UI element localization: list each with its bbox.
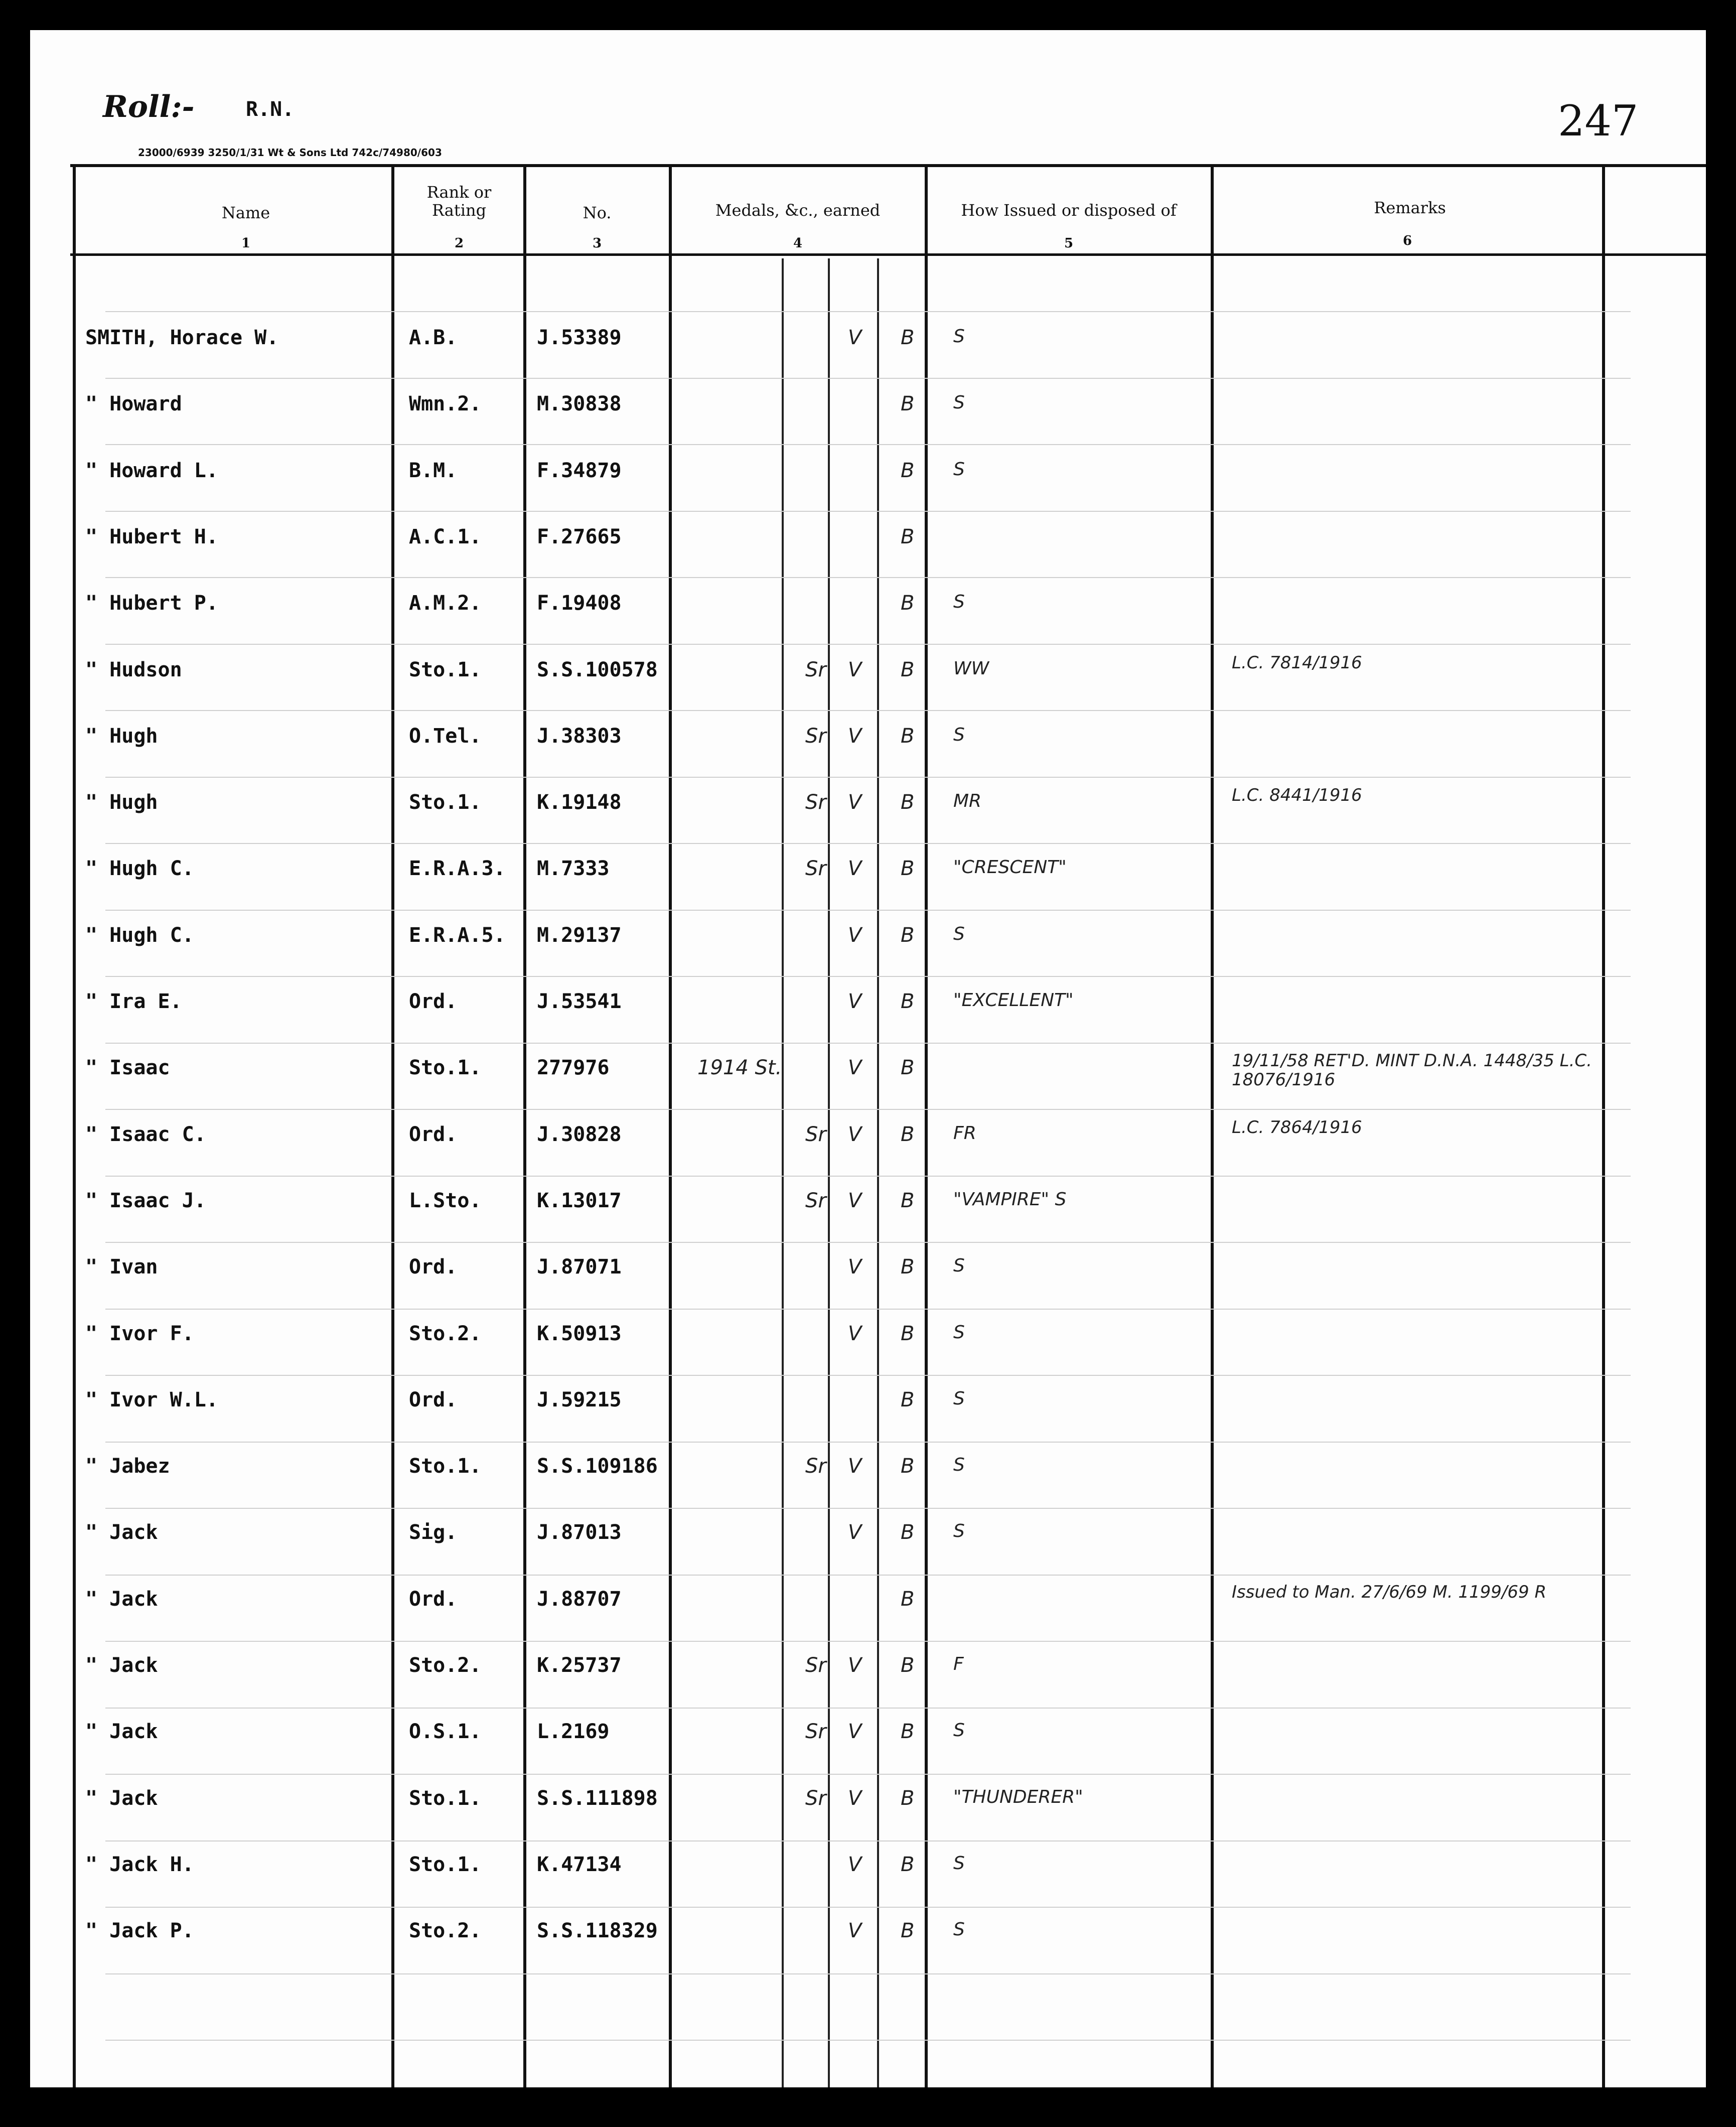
- ruled-line: [105, 910, 1631, 911]
- entry-number: F.19408: [537, 592, 622, 615]
- entry-medal-sr: Sr: [805, 724, 826, 748]
- col-divider-left: [73, 166, 76, 2087]
- entry-rank: O.Tel.: [409, 724, 482, 748]
- entry-name: " Jack: [85, 1786, 158, 1810]
- entry-number: K.19148: [537, 791, 622, 814]
- entry-name: " Ivan: [85, 1255, 158, 1279]
- entry-medal-b: B: [901, 1853, 915, 1876]
- entry-medal-sr: Sr: [805, 857, 826, 881]
- entry-remarks: L.C. 7814/1916: [1232, 652, 1362, 673]
- ruled-line: [105, 1840, 1631, 1841]
- entry-medal-v: V: [848, 923, 862, 947]
- entry-number: J.87013: [537, 1521, 622, 1544]
- entry-medal-sr: Sr: [805, 658, 826, 681]
- entry-rank: Sto.1.: [409, 1056, 482, 1080]
- entry-medal-v: V: [848, 1122, 862, 1146]
- entry-medal-b: B: [901, 459, 915, 482]
- entry-medal-v: V: [848, 1654, 862, 1677]
- entry-medal-b: B: [901, 923, 915, 947]
- entry-medal-b: B: [901, 1388, 915, 1411]
- ruled-line: [105, 1708, 1631, 1709]
- entry-number: S.S.111898: [537, 1786, 658, 1810]
- entry-issued: S: [953, 592, 965, 613]
- entry-medal-b: B: [901, 1122, 915, 1146]
- col-divider-2: [523, 166, 526, 2087]
- entry-issued: MR: [953, 791, 982, 812]
- entry-medal-b: B: [901, 990, 915, 1013]
- ruled-line: [105, 1242, 1631, 1243]
- entry-issued: S: [953, 1388, 965, 1409]
- entry-issued: S: [953, 1853, 965, 1874]
- ruled-line: [105, 1907, 1631, 1908]
- entry-number: L.2169: [537, 1720, 610, 1744]
- entry-name: " Jack H.: [85, 1853, 194, 1876]
- entry-rank: Sig.: [409, 1521, 458, 1544]
- entry-issued: FR: [953, 1122, 976, 1144]
- entry-rank: Sto.1.: [409, 1786, 482, 1810]
- ruled-line: [105, 843, 1631, 844]
- entry-medal-v: V: [848, 1919, 862, 1943]
- ruled-line: [105, 378, 1631, 379]
- ruled-line: [105, 1442, 1631, 1443]
- entry-name: " Jack: [85, 1587, 158, 1611]
- entry-number: M.30838: [537, 392, 622, 416]
- ruled-line: [105, 577, 1631, 578]
- entry-rank: Sto.2.: [409, 1322, 482, 1345]
- entry-issued: S: [953, 459, 965, 480]
- entry-medal-v: V: [848, 1853, 862, 1876]
- entry-number: 277976: [537, 1056, 610, 1080]
- entry-remarks: 19/11/58 RET'D. MINT D.N.A. 1448/35 L.C. 18076/1916: [1232, 1051, 1592, 1090]
- entry-rank: Sto.1.: [409, 1455, 482, 1478]
- entry-medal-b: B: [901, 1919, 915, 1943]
- print-reference: 23000/6939 3250/1/31 Wt & Sons Ltd 742c/74980/603: [138, 147, 442, 159]
- roll-value: R.N.: [246, 98, 295, 121]
- entry-medal-b: B: [901, 1720, 915, 1744]
- entry-medal-b: B: [901, 1521, 915, 1544]
- entry-rank: Sto.2.: [409, 1654, 482, 1677]
- entry-medal-v: V: [848, 1786, 862, 1810]
- entry-number: J.87071: [537, 1255, 622, 1279]
- entry-medal-sr: Sr: [805, 1786, 826, 1810]
- entry-name: " Jabez: [85, 1455, 170, 1478]
- entry-name: " Jack: [85, 1654, 158, 1677]
- entry-number: S.S.109186: [537, 1455, 658, 1478]
- entry-issued: S: [953, 1919, 965, 1940]
- ruled-line: [105, 1309, 1631, 1310]
- medal-subcol-2: [828, 258, 830, 2087]
- entry-name: " Hudson: [85, 658, 182, 681]
- entry-number: J.88707: [537, 1587, 622, 1611]
- entry-medal-b: B: [901, 525, 915, 548]
- ruled-line: [105, 777, 1631, 778]
- col-number-4: 4: [793, 236, 803, 251]
- entry-issued: "EXCELLENT": [953, 990, 1074, 1011]
- entry-medal-b: B: [901, 1786, 915, 1810]
- col-header-remarks: Remarks: [1374, 198, 1446, 217]
- ruled-line: [105, 444, 1631, 445]
- entry-issued: F: [953, 1654, 964, 1674]
- entry-number: S.S.118329: [537, 1919, 658, 1943]
- entry-name: " Jack: [85, 1720, 158, 1744]
- entry-rank: Wmn.2.: [409, 392, 482, 416]
- col-header-name: Name: [221, 203, 270, 222]
- entry-name: " Jack P.: [85, 1919, 194, 1943]
- entry-issued: S: [953, 1720, 965, 1741]
- entry-rank: Ord.: [409, 990, 458, 1013]
- roll-label: Roll:-: [103, 89, 195, 124]
- entry-medal-v: V: [848, 791, 862, 814]
- ruled-line: [105, 1508, 1631, 1509]
- entry-medal-b: B: [901, 1255, 915, 1279]
- entry-medal-b: B: [901, 1056, 915, 1080]
- entry-medal-v: V: [848, 1056, 862, 1080]
- entry-name: " Ivor W.L.: [85, 1388, 218, 1411]
- entry-name: " Hugh C.: [85, 923, 194, 947]
- entry-rank: E.R.A.5.: [409, 923, 506, 947]
- entry-issued: "THUNDERER": [953, 1786, 1083, 1807]
- entry-medal-b: B: [901, 658, 915, 681]
- entry-medal-sr: Sr: [805, 1122, 826, 1146]
- ruled-line: [105, 976, 1631, 977]
- medal-subcol-1: [782, 258, 784, 2087]
- entry-medal-v: V: [848, 990, 862, 1013]
- entry-number: J.59215: [537, 1388, 622, 1411]
- ruled-line: [105, 1109, 1631, 1110]
- ruled-line: [105, 1176, 1631, 1177]
- entry-medal-v: V: [848, 1255, 862, 1279]
- entry-name: SMITH, Horace W.: [85, 326, 279, 349]
- entry-medal-v: V: [848, 1720, 862, 1744]
- entry-rank: Ord.: [409, 1587, 458, 1611]
- entry-medal-v: V: [848, 1322, 862, 1345]
- entry-medal-sr: Sr: [805, 1189, 826, 1212]
- entry-rank: A.C.1.: [409, 525, 482, 548]
- ruled-line: [105, 710, 1631, 711]
- ruled-line: [105, 644, 1631, 645]
- entry-medal-b: B: [901, 1587, 915, 1611]
- entry-issued: S: [953, 1521, 965, 1542]
- entry-name: " Hugh: [85, 724, 158, 748]
- col-header-rank: Rank or Rating: [426, 183, 492, 220]
- col-header-issued: How Issued or disposed of: [961, 201, 1177, 220]
- entry-issued: "VAMPIRE" S: [953, 1189, 1067, 1210]
- entry-name: " Howard: [85, 392, 182, 416]
- entry-rank: L.Sto.: [409, 1189, 482, 1212]
- col-number-3: 3: [592, 236, 602, 251]
- entry-medal-b: B: [901, 392, 915, 416]
- entry-medal-b: B: [901, 1455, 915, 1478]
- entry-medal-v: V: [848, 1189, 862, 1212]
- entry-number: K.13017: [537, 1189, 622, 1212]
- col-header-no: No.: [583, 203, 612, 222]
- entry-issued: S: [953, 1322, 965, 1343]
- entry-number: S.S.100578: [537, 658, 658, 681]
- entry-rank: Ord.: [409, 1388, 458, 1411]
- entry-medal-v: V: [848, 1455, 862, 1478]
- ruled-line: [105, 2040, 1631, 2041]
- entry-rank: Sto.2.: [409, 1919, 482, 1943]
- entry-number: J.30828: [537, 1122, 622, 1146]
- entry-number: F.27665: [537, 525, 622, 548]
- page-number: 247: [1558, 96, 1639, 146]
- entry-medal-sr: Sr: [805, 1654, 826, 1677]
- ruled-line: [105, 1973, 1631, 1974]
- medal-subcol-3: [877, 258, 879, 2087]
- entry-name: " Jack: [85, 1521, 158, 1544]
- col-divider-3: [669, 166, 672, 2087]
- entry-medal-b: B: [901, 1654, 915, 1677]
- entry-name: " Isaac: [85, 1056, 170, 1080]
- ruled-line: [105, 1641, 1631, 1642]
- entry-rank: O.S.1.: [409, 1720, 482, 1744]
- entry-issued: S: [953, 724, 965, 745]
- entry-medal-v: V: [848, 326, 862, 349]
- col-number-2: 2: [454, 236, 464, 251]
- entry-star-medal: 1914 St.: [697, 1056, 782, 1080]
- col-divider-6: [1602, 166, 1605, 2087]
- entry-issued: "CRESCENT": [953, 857, 1067, 878]
- entry-medal-b: B: [901, 857, 915, 881]
- entry-rank: Ord.: [409, 1255, 458, 1279]
- entry-number: M.29137: [537, 923, 622, 947]
- entry-name: " Hugh: [85, 791, 158, 814]
- entry-issued: S: [953, 1255, 965, 1277]
- col-number-1: 1: [241, 236, 251, 251]
- entry-medal-b: B: [901, 1322, 915, 1345]
- entry-remarks: L.C. 8441/1916: [1232, 785, 1362, 806]
- entry-issued: S: [953, 1455, 965, 1476]
- entry-name: " Isaac C.: [85, 1122, 206, 1146]
- entry-rank: Sto.1.: [409, 791, 482, 814]
- entry-name: " Isaac J.: [85, 1189, 206, 1212]
- entry-medal-b: B: [901, 791, 915, 814]
- entry-medal-sr: Sr: [805, 791, 826, 814]
- entry-remarks: Issued to Man. 27/6/69 M. 1199/69 R: [1232, 1582, 1547, 1602]
- roll-sheet: [30, 30, 1706, 2087]
- entry-medal-v: V: [848, 724, 862, 748]
- entry-medal-b: B: [901, 1189, 915, 1212]
- entry-medal-sr: Sr: [805, 1720, 826, 1744]
- ruled-line: [105, 311, 1631, 312]
- entry-medal-b: B: [901, 592, 915, 615]
- entry-number: J.53389: [537, 326, 622, 349]
- entry-name: " Howard L.: [85, 459, 218, 482]
- entry-number: K.50913: [537, 1322, 622, 1345]
- table-top-rule: [70, 164, 1706, 167]
- entry-number: K.25737: [537, 1654, 622, 1677]
- entry-remarks: L.C. 7864/1916: [1232, 1117, 1362, 1138]
- entry-issued: S: [953, 326, 965, 347]
- entry-rank: E.R.A.3.: [409, 857, 506, 881]
- entry-medal-b: B: [901, 326, 915, 349]
- entry-rank: Sto.1.: [409, 658, 482, 681]
- entry-rank: Sto.1.: [409, 1853, 482, 1876]
- ruled-line: [105, 1043, 1631, 1044]
- entry-issued: S: [953, 923, 965, 944]
- entry-issued: WW: [953, 658, 989, 679]
- entry-rank: A.M.2.: [409, 592, 482, 615]
- col-divider-5: [1211, 166, 1214, 2087]
- header-bottom-rule: [70, 253, 1706, 256]
- entry-name: " Hubert H.: [85, 525, 218, 548]
- entry-issued: S: [953, 392, 965, 413]
- ruled-line: [105, 1375, 1631, 1376]
- entry-medal-sr: Sr: [805, 1455, 826, 1478]
- entry-medal-v: V: [848, 658, 862, 681]
- entry-rank: Ord.: [409, 1122, 458, 1146]
- entry-name: " Hubert P.: [85, 592, 218, 615]
- ruled-line: [105, 511, 1631, 512]
- entry-number: M.7333: [537, 857, 610, 881]
- entry-medal-b: B: [901, 724, 915, 748]
- col-number-5: 5: [1064, 236, 1074, 251]
- entry-number: J.53541: [537, 990, 622, 1013]
- entry-rank: A.B.: [409, 326, 458, 349]
- ruled-line: [105, 1774, 1631, 1775]
- col-divider-4: [925, 166, 928, 2087]
- entry-name: " Ira E.: [85, 990, 182, 1013]
- entry-name: " Ivor F.: [85, 1322, 194, 1345]
- entry-name: " Hugh C.: [85, 857, 194, 881]
- col-number-6: 6: [1402, 233, 1412, 248]
- entry-number: F.34879: [537, 459, 622, 482]
- col-divider-1: [391, 166, 394, 2087]
- entry-number: K.47134: [537, 1853, 622, 1876]
- entry-rank: B.M.: [409, 459, 458, 482]
- entry-number: J.38303: [537, 724, 622, 748]
- entry-medal-v: V: [848, 857, 862, 881]
- col-header-medals: Medals, &c., earned: [715, 201, 881, 220]
- ruled-line: [105, 1575, 1631, 1576]
- entry-medal-v: V: [848, 1521, 862, 1544]
